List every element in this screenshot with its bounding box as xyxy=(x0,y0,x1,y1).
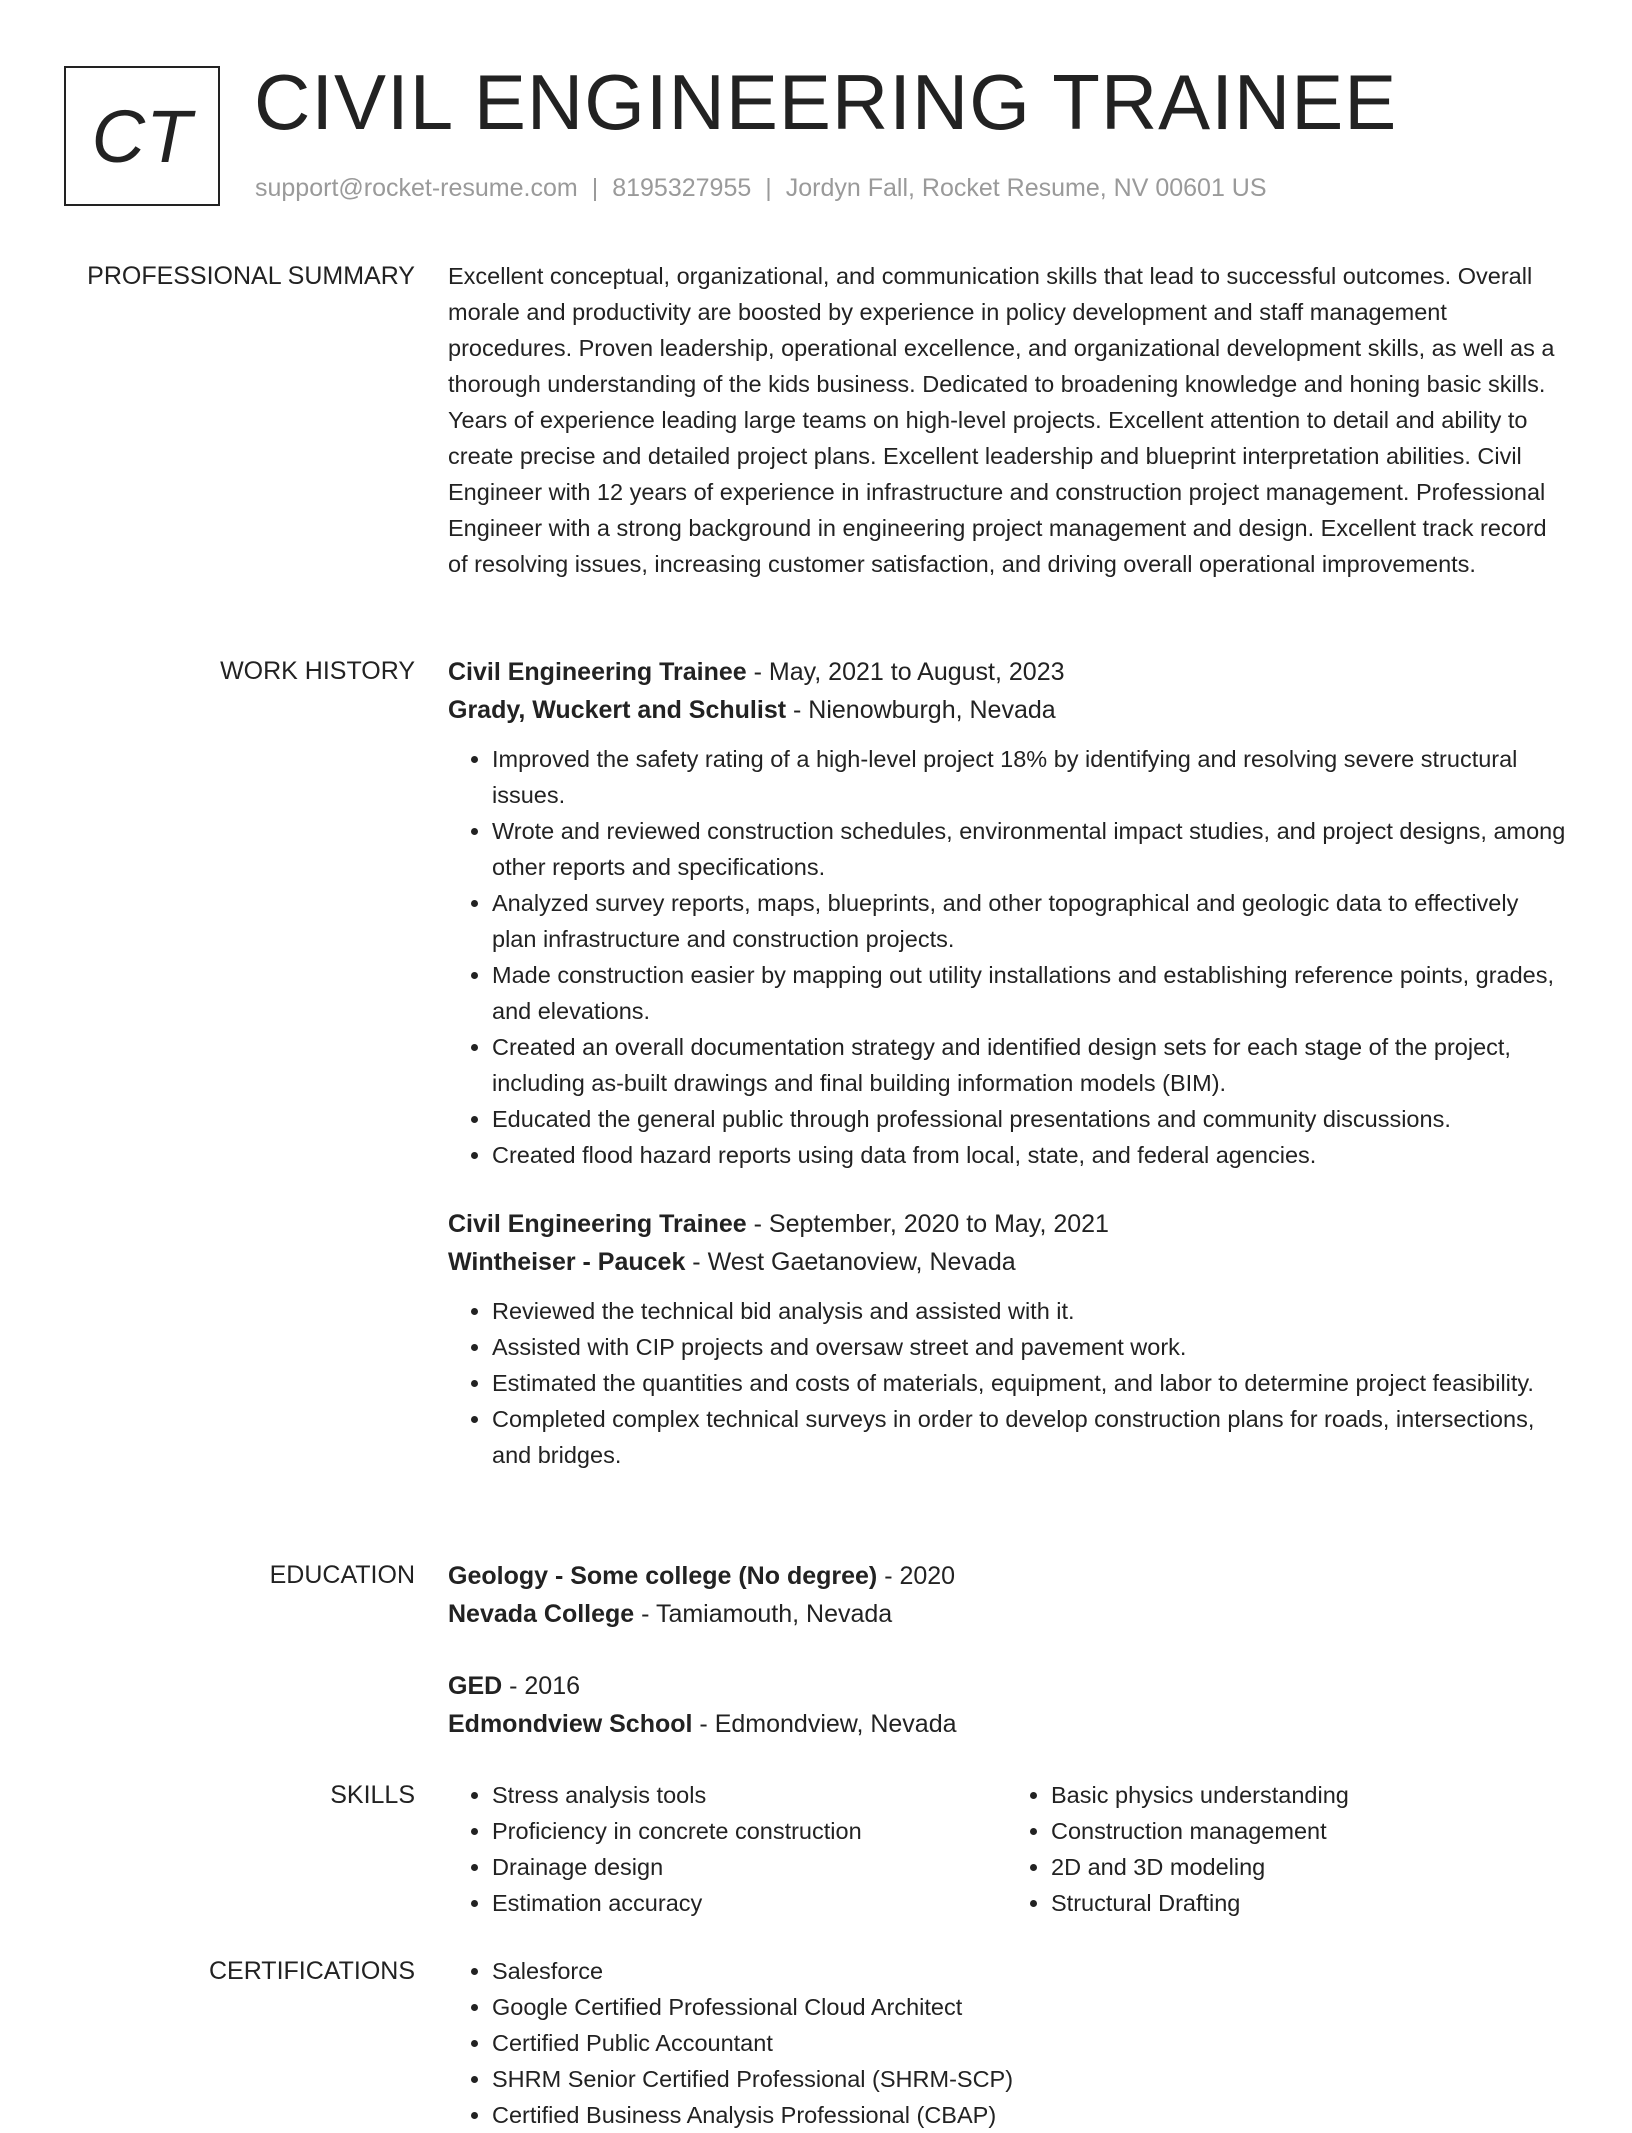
education-degree-line xyxy=(448,1557,1566,1595)
skill-item: • Basic physics understanding xyxy=(1051,1777,1566,1813)
contact-line xyxy=(255,174,1267,203)
job-bullet: • Assisted with CIP projects and oversaw street and pavement work. xyxy=(492,1329,1566,1365)
job-bullet: • Educated the general public through professional presentations and community discussions. xyxy=(492,1101,1566,1137)
certification-item: • Google Certified Professional Cloud Architect xyxy=(492,1989,1566,2025)
certifications-list xyxy=(448,1953,1566,2133)
resume-title: CIVIL ENGINEERING TRAINEE xyxy=(254,58,1398,146)
skills-columns xyxy=(448,1777,1566,1921)
education-school: Edmondview School xyxy=(448,1710,693,1738)
job-bullet: • Created an overall documentation strategy and identified design sets for each stage of the project, including as-built drawings and final building information models (BIM). xyxy=(492,1029,1566,1101)
job-bullet: • Improved the safety rating of a high-level project 18% by identifying and resolving severe structural issues. xyxy=(492,741,1566,813)
job-location: - West Gaetanoview, Nevada xyxy=(685,1248,1016,1276)
job-location: - Nienowburgh, Nevada xyxy=(786,696,1056,724)
job-bullets xyxy=(448,741,1566,1173)
contact-email: support@rocket-resume.com xyxy=(255,174,578,202)
education-school-line xyxy=(448,1705,1566,1743)
job-bullets xyxy=(448,1293,1566,1473)
job-title-line xyxy=(448,653,1566,691)
job-company: Wintheiser - Paucek xyxy=(448,1248,686,1276)
education-entry xyxy=(448,1667,1566,1743)
education-body xyxy=(448,1557,1566,1743)
certification-item: • SHRM Senior Certified Professional (SHRM-SCP) xyxy=(492,2061,1566,2097)
job-bullet: • Wrote and reviewed construction schedules, environmental impact studies, and project designs, among other reports and specifications. xyxy=(492,813,1566,885)
job-bullet: • Completed complex technical surveys in order to develop construction plans for roads, intersections, and bridges. xyxy=(492,1401,1566,1473)
job-bullet: • Analyzed survey reports, maps, blueprints, and other topographical and geologic data to effectively plan infrastructure and construction projects. xyxy=(492,885,1566,957)
skill-item: • Structural Drafting xyxy=(1051,1885,1566,1921)
contact-separator: | xyxy=(591,174,599,202)
skills-list-right xyxy=(1007,1777,1566,1921)
job-entry xyxy=(448,653,1566,1173)
contact-separator: | xyxy=(765,174,772,202)
section-label-education: EDUCATION xyxy=(269,1561,415,1589)
job-entry xyxy=(448,1205,1566,1473)
education-school-line xyxy=(448,1595,1566,1633)
job-dates: - May, 2021 to August, 2023 xyxy=(746,658,1065,686)
section-label-skills: SKILLS xyxy=(330,1781,415,1809)
job-bullet: • Reviewed the technical bid analysis and assisted with it. xyxy=(492,1293,1566,1329)
section-label-work: WORK HISTORY xyxy=(220,657,415,685)
skills-body xyxy=(448,1777,1566,1921)
skill-item: • Stress analysis tools xyxy=(492,1777,1007,1813)
certification-item: • Certified Business Analysis Professional (CBAP) xyxy=(492,2097,1566,2133)
job-company-line xyxy=(448,691,1566,729)
education-year: - 2020 xyxy=(877,1562,956,1590)
skill-item: • Estimation accuracy xyxy=(492,1885,1007,1921)
summary-text: Excellent conceptual, organizational, and communication skills that lead to successful outcomes. Overall morale and productivity are boosted by experience in policy development and staff management procedures. Proven leadership, operational excellence, and organizational development skills, as well as a thorough understanding of the kids business. Dedicated to broadening knowledge and honing basic skills. Years of experience leading large teams on high-level projects. Excellent attention to detail and ability to create precise and detailed project plans. Excellent leadership and blueprint interpretation abilities. Civil Engineer with 12 years of experience in infrastructure and construction project management. Professional Engineer with a strong background in engineering project management and design. Excellent track record of resolving issues, increasing customer satisfaction, and driving overall operational improvements. xyxy=(448,263,1555,577)
job-company: Grady, Wuckert and Schulist xyxy=(448,696,787,724)
skill-item: • Construction management xyxy=(1051,1813,1566,1849)
job-title: Civil Engineering Trainee xyxy=(448,658,747,686)
certification-item: • Salesforce xyxy=(492,1953,1566,1989)
education-location: - Tamiamouth, Nevada xyxy=(634,1600,893,1628)
education-degree: GED xyxy=(448,1672,503,1700)
education-entry xyxy=(448,1557,1566,1633)
job-bullet: • Created flood hazard reports using data from local, state, and federal agencies. xyxy=(492,1137,1566,1173)
education-degree-line xyxy=(448,1667,1566,1705)
job-company-line xyxy=(448,1243,1566,1281)
education-degree: Geology - Some college (No degree) xyxy=(448,1562,878,1590)
education-school: Nevada College xyxy=(448,1600,635,1628)
education-year: - 2016 xyxy=(502,1672,581,1700)
section-label-certifications: CERTIFICATIONS xyxy=(208,1957,415,1985)
job-bullet: • Made construction easier by mapping out utility installations and establishing reference points, grades, and elevations. xyxy=(492,957,1566,1029)
job-dates: - September, 2020 to May, 2021 xyxy=(746,1210,1109,1238)
work-body xyxy=(448,653,1566,1473)
skills-list-left xyxy=(448,1777,1007,1921)
section-label-summary: PROFESSIONAL SUMMARY xyxy=(87,262,415,290)
contact-phone: 8195327955 xyxy=(612,174,752,202)
certifications-body xyxy=(448,1953,1566,2133)
education-location: - Edmondview, Nevada xyxy=(692,1710,957,1738)
skill-item: • Drainage design xyxy=(492,1849,1007,1885)
summary-body xyxy=(448,258,1566,582)
job-title: Civil Engineering Trainee xyxy=(448,1210,747,1238)
certification-item: • Certified Public Accountant xyxy=(492,2025,1566,2061)
monogram-logo: CT xyxy=(64,66,220,206)
job-title-line xyxy=(448,1205,1566,1243)
skill-item: • Proficiency in concrete construction xyxy=(492,1813,1007,1849)
contact-address: Jordyn Fall, Rocket Resume, NV 00601 US xyxy=(785,174,1267,202)
job-bullet: • Estimated the quantities and costs of materials, equipment, and labor to determine project feasibility. xyxy=(492,1365,1566,1401)
skill-item: • 2D and 3D modeling xyxy=(1051,1849,1566,1885)
